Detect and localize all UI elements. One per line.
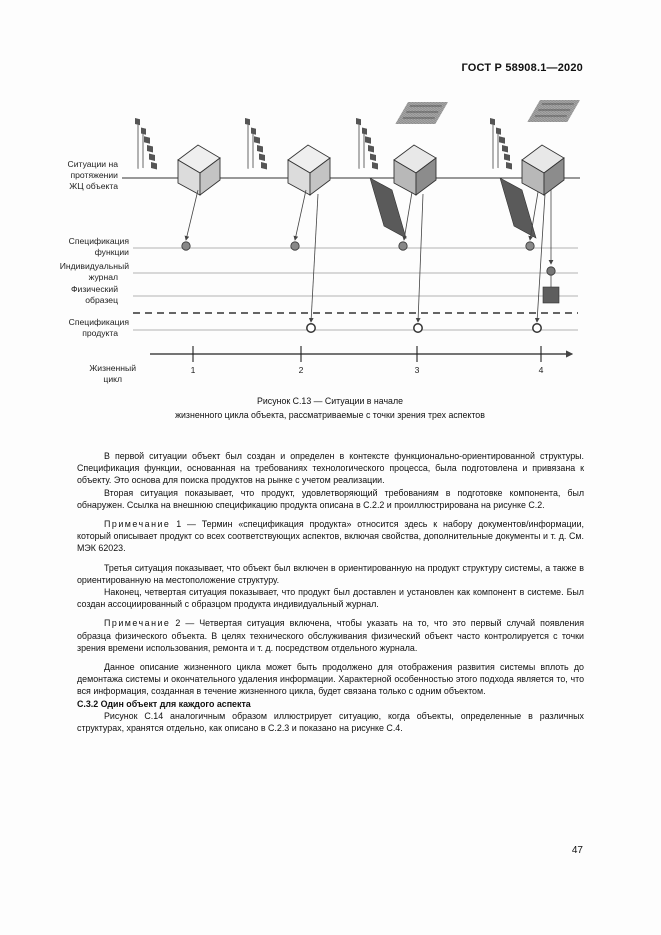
svg-text:Физический: Физический xyxy=(71,284,118,294)
svg-text:4: 4 xyxy=(538,365,544,375)
product-structure-icon xyxy=(527,100,580,122)
situation-2-group xyxy=(245,118,330,332)
product-spec-ring xyxy=(533,324,541,332)
svg-text:образец: образец xyxy=(85,295,118,305)
function-structure-icon xyxy=(135,118,157,173)
function-spec-dot xyxy=(526,242,534,250)
svg-text:2: 2 xyxy=(298,365,304,375)
lifecycle-tick-1 xyxy=(191,346,196,375)
svg-text:Жизненный: Жизненный xyxy=(89,363,136,373)
lifecycle-tick-4 xyxy=(539,346,544,375)
row-label-lifecycle xyxy=(89,363,136,384)
function-structure-icon xyxy=(356,118,378,173)
svg-text:функции: функции xyxy=(94,247,129,257)
function-spec-dot xyxy=(291,242,299,250)
row-label-situations xyxy=(68,159,119,191)
object-cube-4 xyxy=(522,145,564,195)
product-spec-ring xyxy=(307,324,315,332)
svg-text:ЖЦ объекта: ЖЦ объекта xyxy=(69,181,118,191)
object-cube-2 xyxy=(288,145,330,195)
page-number: 47 xyxy=(571,845,583,856)
paragraph: Наконец, четвертая ситуация показывает, что продукт был доставлен и установлен как компонент в системе. Был создан ассоциированный с образцом продукта индивидуальный журнал. xyxy=(77,587,584,610)
lifecycle-tick-3 xyxy=(415,346,420,375)
note-text: 2 — Четвертая ситуация включена, чтобы указать на то, что это первый случай появления образца физического объекта. В целях технического обслуживания физический объект часто контролируется с точки зрения времени использования, ремонта и т. д. посредством отдельного журнала. xyxy=(77,618,584,653)
row-label-product-spec xyxy=(69,317,130,338)
function-spec-dot xyxy=(182,242,190,250)
row-label-physical-sample xyxy=(71,284,118,305)
function-structure-icon xyxy=(245,118,267,173)
situation-1-group xyxy=(135,118,220,250)
note-text: 1 — Термин «спецификация продукта» относится здесь к набору документов/информации, который описывает продукт со всех соответствующих аспектов, включая свойства, дополнительные документы и т. д. См. МЭК 62023. xyxy=(77,519,584,554)
situation-4-group xyxy=(490,100,580,332)
object-cube-1 xyxy=(178,145,220,195)
object-cube-3 xyxy=(394,145,436,195)
svg-text:1: 1 xyxy=(190,365,196,375)
svg-text:продукта: продукта xyxy=(82,328,118,338)
svg-text:протяжении: протяжении xyxy=(70,170,118,180)
row-label-individual-journal xyxy=(60,261,130,282)
product-structure-icon xyxy=(395,102,448,124)
paragraph: Рисунок С.14 аналогичным образом иллюстрирует ситуацию, когда объекты, определенные в различных структурах, хранятся отдельно, как описано в С.2.3 и показано на рисунке С.4. xyxy=(77,710,584,734)
note-1 xyxy=(77,518,584,555)
function-structure-icon xyxy=(490,118,512,173)
figure-caption-line-2: жизненного цикла объекта, рассматриваемые с точки зрения трех аспектов xyxy=(175,410,485,420)
svg-text:цикл: цикл xyxy=(103,374,122,384)
paragraph: Данное описание жизненного цикла может быть продолжено для отображения развития системы вплоть до демонтажа системы и окончательного удаления информации. Характерной особенностью этого подхода является то, что вся информация, созданная в течение жизненного цикла, будет связана только с одним объектом. xyxy=(77,662,584,697)
svg-text:Спецификация: Спецификация xyxy=(68,236,129,246)
body-paragraphs xyxy=(77,450,584,734)
individual-journal-dot xyxy=(547,267,555,275)
situation-3-group xyxy=(356,102,448,332)
note-label: Примечание xyxy=(104,519,171,530)
paragraph: В первой ситуации объект был создан и определен в контексте функционально-ориентированной структуры. Спецификация функции, основанная на требованиях технологического процесса, была подготовлена и привязана к объекту. Это основа для поиска продуктов на рынке с учетом реализации. xyxy=(77,451,584,486)
svg-text:Индивидуальный: Индивидуальный xyxy=(59,261,129,271)
note-label: Примечание xyxy=(104,618,171,629)
paragraph: Вторая ситуация показывает, что продукт, удовлетворяющий требованиям в подготовке компонента, был обнаружен. Ссылка на внешнюю спецификацию продукта описана в С.2.2 и проиллюстрирована на рисунке С.2. xyxy=(77,487,584,510)
svg-text:журнал: журнал xyxy=(88,272,118,282)
physical-sample-square xyxy=(543,287,559,303)
svg-text:Спецификация: Спецификация xyxy=(68,317,129,327)
lifecycle-tick-2 xyxy=(299,346,304,375)
paragraph: Третья ситуация показывает, что объект был включен в ориентированную на продукт структуру системы, а также в ориентированную на местоположение структуру. xyxy=(77,562,584,585)
note-2 xyxy=(77,617,584,654)
product-spec-ring xyxy=(414,324,422,332)
svg-text:3: 3 xyxy=(414,365,420,375)
standard-header: ГОСТ Р 58908.1—2020 xyxy=(461,62,583,74)
lifecycle-figure xyxy=(0,0,661,430)
row-label-function-spec xyxy=(69,236,130,257)
figure-caption-line-1: Рисунок С.13 — Ситуации в начале xyxy=(257,396,403,406)
svg-text:Ситуации на: Ситуации на xyxy=(67,159,118,169)
section-heading: С.3.2 Один объект для каждого аспекта xyxy=(77,698,251,709)
function-spec-dot xyxy=(399,242,407,250)
